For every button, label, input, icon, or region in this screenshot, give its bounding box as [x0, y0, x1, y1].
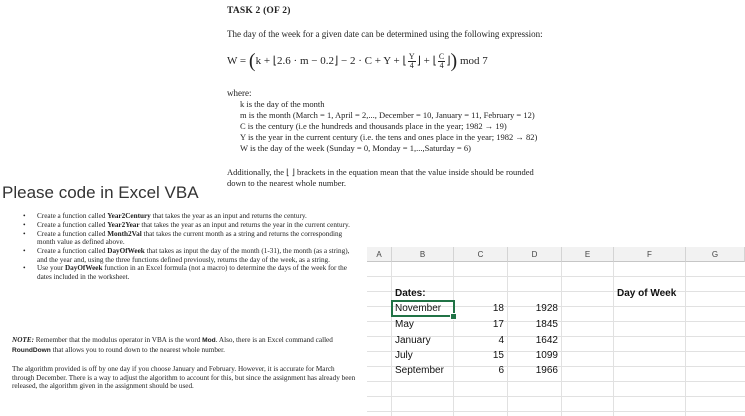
- column-header-e[interactable]: E: [562, 247, 614, 262]
- definitions-list: [240, 99, 537, 154]
- year-cell[interactable]: 1928: [535, 303, 558, 314]
- day-cell[interactable]: 4: [498, 335, 504, 346]
- formula-lhs: W =: [227, 55, 247, 67]
- definition-m: m is the month (March = 1, April = 2,..., December = 10, January = 11, February = 12): [240, 110, 535, 120]
- task-title: TASK 2 (OF 2): [227, 6, 291, 16]
- day-of-week-header-cell[interactable]: Day of Week: [617, 288, 677, 299]
- column-header-d[interactable]: D: [508, 247, 562, 262]
- list-item: • Create a function called Month2Val that takes the current month as a string and returns the corresponding month value as defined above.: [23, 229, 343, 247]
- column-header-f[interactable]: F: [614, 247, 686, 262]
- definition-w: W is the day of the week (Sunday = 0, Monday = 1,...,Saturday = 6): [240, 143, 471, 153]
- rounding-note: Additionally, the ⌊ ⌋ brackets in the equation mean that the value inside should be rounded down to the nearest whole number.: [227, 167, 534, 188]
- column-header-a[interactable]: A: [367, 247, 392, 262]
- column-header-c[interactable]: C: [454, 247, 508, 262]
- task-intro: The day of the week for a given date can be determined using the following expression:: [227, 29, 543, 39]
- definition-c: C is the century (i.e the hundreds and thousands place in the year; 1982 → 19): [240, 121, 507, 131]
- month-cell[interactable]: September: [395, 365, 444, 376]
- year-cell[interactable]: 1966: [535, 365, 558, 376]
- formula-fraction-y: $\frac{Y}{4}$: [408, 51, 415, 70]
- list-item: • Create a function called Year2Century that takes the year as an input and returns the century.: [23, 212, 307, 220]
- month-cell[interactable]: July: [395, 350, 413, 361]
- day-cell[interactable]: 17: [492, 319, 504, 330]
- vba-note: NOTE: Remember that the modulus operator in VBA is the word Mod. Also, there is an Excel command called RoundDown that allows you to round down to the nearest whole number.: [12, 336, 333, 354]
- column-header-b[interactable]: B: [392, 247, 454, 262]
- day-cell[interactable]: 15: [492, 350, 504, 361]
- definition-y: Y is the year in the current century (i.e. the tens and ones place in the year; 1982 → 82): [240, 132, 538, 142]
- list-item: • Use your DayOfWeek function in an Excel formula (not a macro) to determine the days of the week for the dates included in the worksheet.: [23, 264, 347, 281]
- algorithm-note: The algorithm provided is off by one day if you choose January and February. However, it is accurate for March through December. There is a way to adjust the algorithm to account for this, but since the assignment has already been released, the algorithm given in the assignment should be used.: [12, 365, 356, 391]
- formula-body: k + ⌊2.6 · m − 0.2⌋ − 2 · C + Y +: [255, 55, 400, 67]
- definition-k: k is the day of the month: [240, 99, 325, 109]
- column-header-g[interactable]: G: [686, 247, 745, 262]
- day-cell[interactable]: 6: [498, 365, 504, 376]
- month-cell[interactable]: November: [392, 301, 454, 316]
- day-cell[interactable]: 18: [492, 303, 504, 314]
- where-label: where:: [227, 88, 252, 98]
- month-cell[interactable]: January: [395, 335, 431, 346]
- dates-header-cell[interactable]: Dates:: [395, 288, 426, 299]
- requirements-list: [20, 212, 360, 282]
- formula-tail: mod 7: [459, 55, 488, 67]
- year-cell[interactable]: 1642: [535, 335, 558, 346]
- list-item: • Create a function called Year2Year that takes the year as an input and returns the year in the current century.: [23, 220, 350, 229]
- month-cell[interactable]: May: [395, 319, 414, 330]
- please-code-heading: Please code in Excel VBA: [2, 183, 199, 202]
- list-item: • Create a function called DayOfWeek that takes as input the day of the month (1-31), the month (as a string), and the year and, using the three functions defined previously, returns the day of the week, as a string.: [23, 247, 350, 264]
- excel-worksheet[interactable]: [367, 247, 745, 416]
- day-of-week-formula: W = (k + ⌊2.6 · m − 0.2⌋ − 2 · C + Y + ⌊ $\frac{Y}{4}$ ⌋ + ⌊ $\frac{C}{4}$ ⌋) mod 7: [227, 50, 488, 72]
- year-cell[interactable]: 1845: [535, 319, 558, 330]
- year-cell[interactable]: 1099: [535, 350, 558, 361]
- formula-fraction-c: $\frac{C}{4}$: [438, 51, 445, 70]
